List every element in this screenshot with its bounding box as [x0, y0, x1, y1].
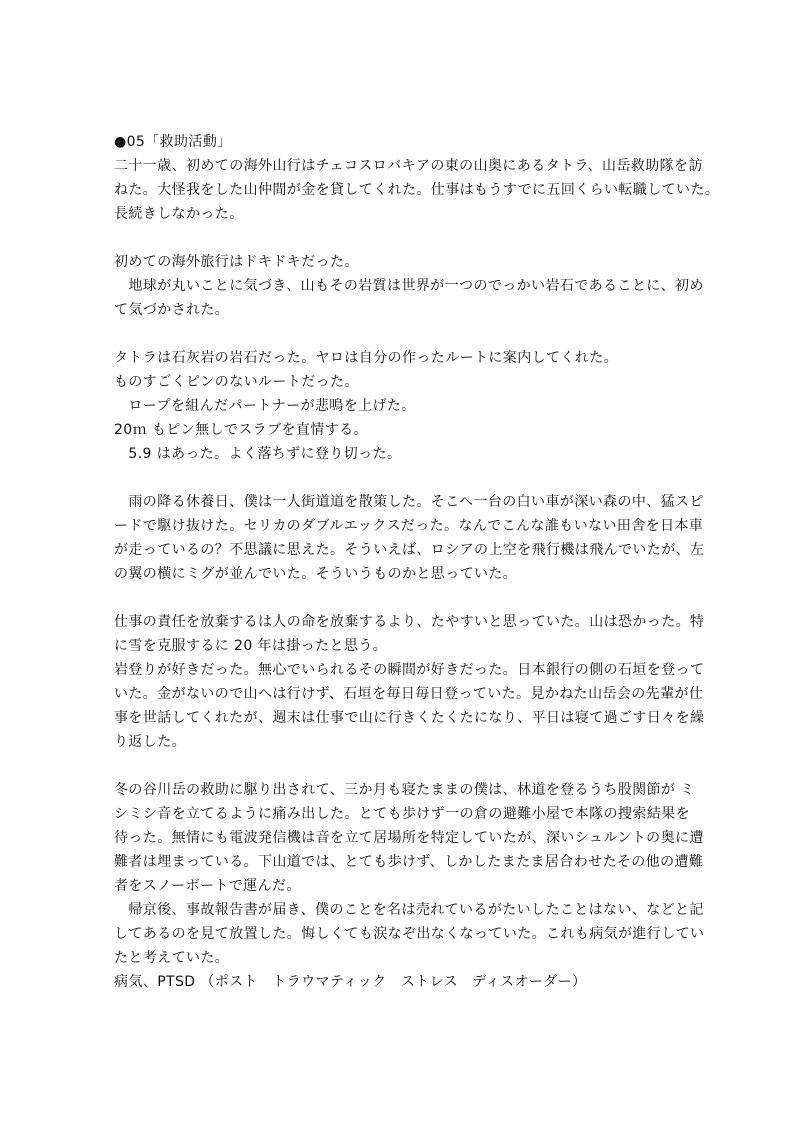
- text-line: 者をスノーボートで運んだ。: [114, 878, 301, 894]
- document-body: [114, 130, 720, 994]
- text-line: 5.9 はあった。よく落ちずに登り切った。: [114, 446, 402, 462]
- text-line: 初めての海外旅行はドキドキだった。: [114, 254, 359, 270]
- text-line: 難者は埋まっている。下山道では、とても歩けず、しかしたまたま居合わせたその他の遭難: [114, 854, 704, 870]
- paragraph-gap: [114, 466, 694, 490]
- text-line: 帰京後、事故報告書が届き、僕のことを名は売れているがたいしたことはない、などと記: [114, 902, 704, 918]
- text-line: 事を世話してくれたが、週末は仕事で山に行きくたくたになり、平日は寝て過ごす日々を繰: [114, 710, 705, 726]
- paragraph-gap: [114, 586, 694, 610]
- text-line: してあるのを見て放置した。悔しくても涙なぞ出なくなっていた。これも病気が進行してい: [114, 926, 705, 942]
- section-heading: ●05「救助活動」: [114, 134, 232, 150]
- text-line: タトラは石灰岩の岩石だった。ヤロは自分の作ったルートに案内してくれた。: [114, 350, 618, 366]
- text-line: 雨の降る休養日、僕は一人街道道を散策した。そこへ一台の白い車が深い森の中、猛スピ: [114, 494, 704, 510]
- text-line: 二十一歳、初めての海外山行はチェコスロバキアの東の山奥にあるタトラ、山岳救助隊を訪: [114, 158, 703, 174]
- text-line: シミシ音を立てるように痛み出した。とても歩けず一の倉の避難小屋で本隊の捜索結果を: [114, 806, 690, 822]
- paragraph-gap: [114, 754, 694, 778]
- text-line: いた。金がないので山へは行けず、石垣を毎日毎日登っていた。見かねた山岳会の先輩が仕: [114, 686, 704, 702]
- text-line: ロープを組んだパートナーが悲鳴を上げた。: [114, 398, 416, 414]
- paragraph-gap: [114, 226, 694, 250]
- text-line: ねた。大怪我をした山仲間が金を貸してくれた。仕事はもうすでに五回くらい転職していた。: [114, 182, 720, 198]
- text-line: たと考えていた。: [114, 950, 230, 966]
- text-line: ものすごくピンのないルートだった。: [114, 374, 359, 390]
- text-line: 地球が丸いことに気づき、山もその岩質は世界が一つのでっかい岩石であることに、初め: [114, 278, 704, 294]
- paragraph-gap: [114, 322, 694, 346]
- text-line: 長続きしなかった。: [114, 206, 244, 222]
- text-line: 20ｍ もピン無しでスラブを直情する。: [114, 422, 368, 438]
- text-line: 待った。無情にも電波発信機は音を立て居場所を特定していたが、深いシュルントの奥に遭: [114, 830, 704, 846]
- text-line: 病気、PTSD （ポスト トラウマティック ストレス ディスオーダー）: [114, 974, 587, 990]
- text-line: が走っているの？不思議に思えた。そういえば、ロシアの上空を飛行機は飛んでいたが、左: [114, 542, 705, 558]
- text-line: 岩登りが好きだった。無心でいられるその瞬間が好きだった。日本銀行の側の石垣を登って: [114, 662, 705, 678]
- text-line: 冬の谷川岳の救助に駆り出されて、三か月も寝たままの僕は、林道を登るうち股関節が ミ: [114, 782, 695, 798]
- text-line: の翼の横にミグが並んでいた。そういうものかと思っていた。: [114, 566, 518, 582]
- text-line: り返した。: [114, 734, 186, 750]
- text-line: に雪を克服するに 20 年は掛ったと思う。: [114, 638, 388, 654]
- text-line: ードで駆け抜けた。セリカのダブルエックスだった。なんでこんな誰もいない田舎を日本車: [114, 518, 704, 534]
- text-line: 仕事の責任を放棄するは人の命を放棄するより、たやすいと思っていた。山は恐かった。特: [114, 614, 705, 630]
- text-line: て気づかされた。: [114, 302, 230, 318]
